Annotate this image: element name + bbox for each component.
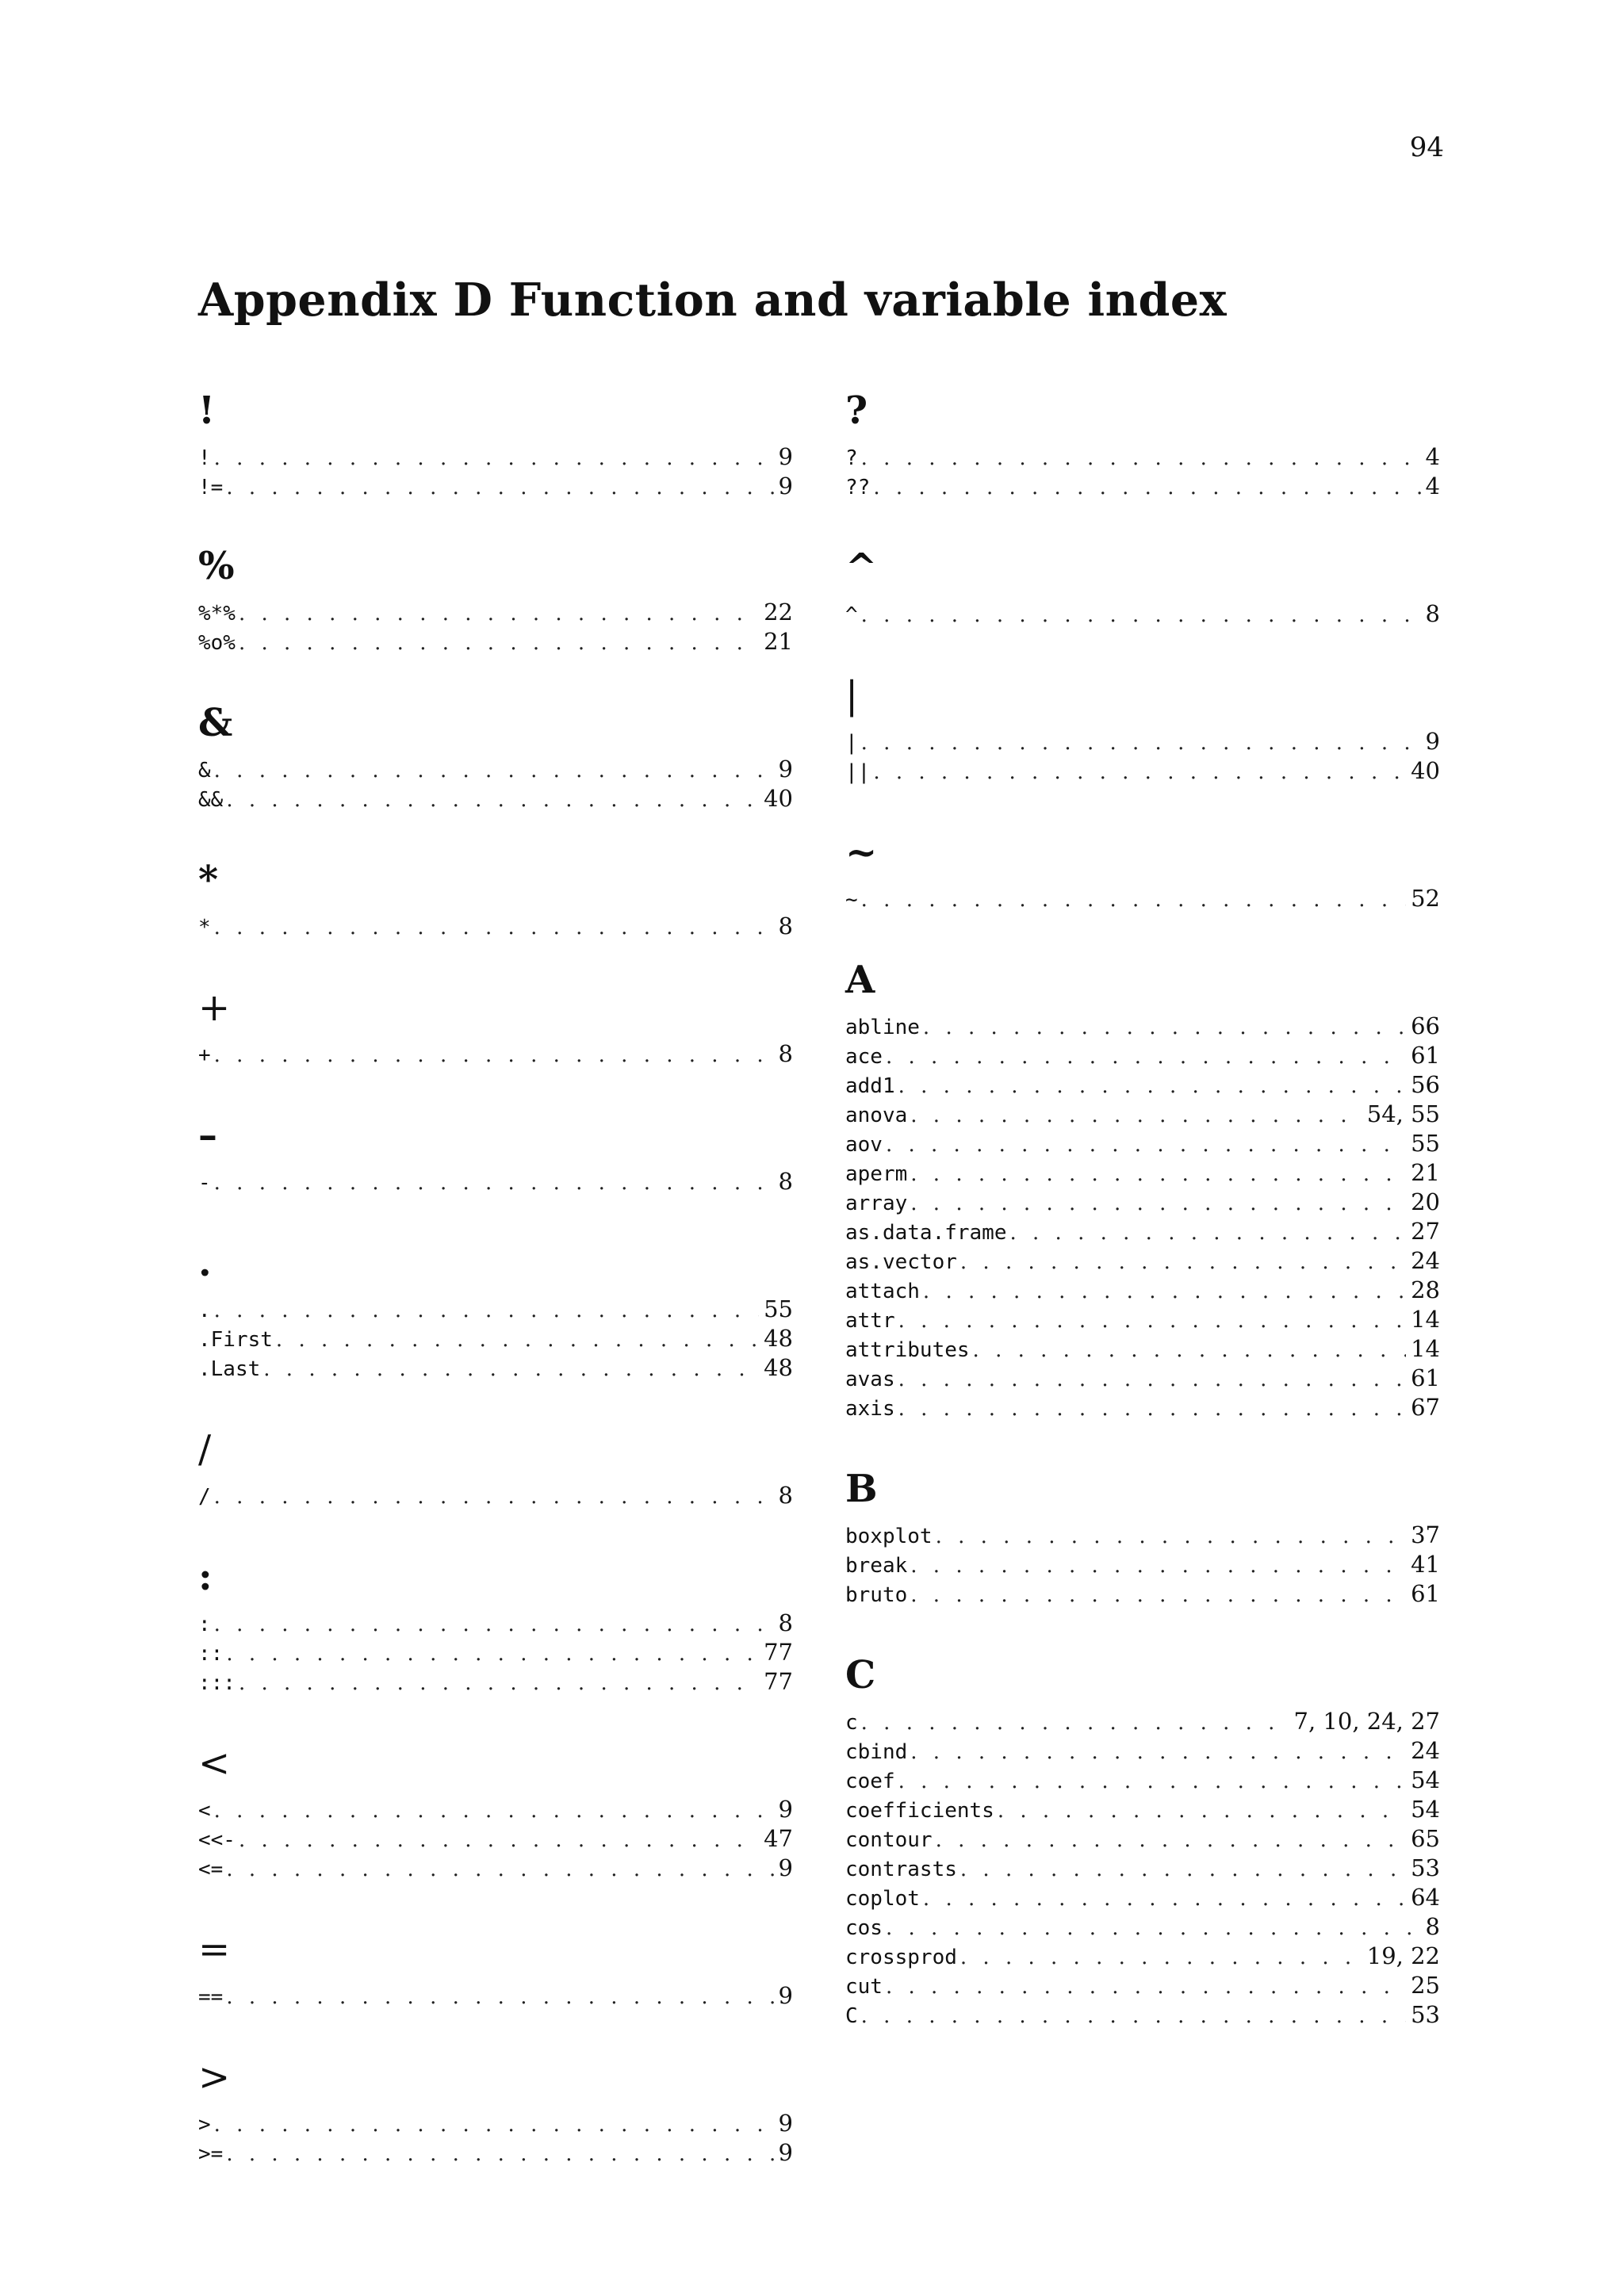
dot-leader [910,1581,1406,1610]
dot-leader [886,1043,1406,1072]
entry-term: <= [198,1858,224,1881]
dot-leader [214,1041,774,1070]
entry-term: | [845,731,858,755]
dot-leader [226,2140,773,2169]
dot-leader [886,1131,1406,1160]
dot-leader [898,1072,1406,1101]
index-entry[interactable] [845,1854,1440,1883]
dot-leader [973,1336,1407,1365]
entry-page-refs: 24 [1411,1247,1440,1274]
entry-page-refs: 9 [778,2139,793,2166]
index-entry[interactable] [198,1481,793,1510]
dot-leader [861,601,1421,630]
section-heading: B [845,1467,878,1511]
section-heading: ^ [845,545,878,590]
entry-term: .Last [198,1357,261,1381]
entry-page-refs: 4 [1425,473,1440,499]
section-heading: + [198,985,231,1030]
dot-leader [226,473,773,503]
section-heading: | [845,673,859,718]
index-entry[interactable] [198,2109,793,2138]
entry-page-refs: 52 [1411,885,1440,912]
index-section [198,541,793,656]
entry-term: :: [198,1642,224,1666]
dot-leader [276,1326,759,1355]
index-entry[interactable] [845,1217,1440,1246]
entry-term: && [198,788,224,812]
dot-leader [923,1885,1406,1914]
dot-leader [960,1855,1406,1885]
dot-leader [873,758,1406,787]
section-heading: . [198,1241,212,1285]
entry-page-refs: 64 [1411,1884,1440,1911]
entry-page-refs: 61 [1411,1364,1440,1391]
entry-page-refs: 14 [1411,1306,1440,1333]
index-entry[interactable] [845,1305,1440,1334]
entry-term: . [198,1299,211,1322]
dot-leader [861,729,1421,758]
dot-leader [923,1277,1406,1307]
entry-page-refs: 61 [1411,1042,1440,1069]
index-section [198,2052,793,2168]
dot-leader [898,1307,1406,1336]
section-heading: ! [198,388,216,433]
index-entry[interactable] [198,1981,793,2011]
entry-term: bruto [845,1583,908,1607]
dot-leader [936,1826,1407,1855]
entry-page-refs: 9 [778,1982,793,2009]
dot-leader [214,1610,774,1640]
index-entry[interactable] [845,1041,1440,1070]
entry-page-refs: 48 [764,1325,793,1352]
dot-leader [226,786,759,815]
index-section [845,385,1440,501]
entry-term: >= [198,2142,224,2166]
entry-page-refs: 9 [778,1854,793,1881]
entry-term: add1 [845,1074,895,1098]
dot-leader [214,756,774,786]
index-entry[interactable] [845,1707,1440,1736]
dot-leader [861,886,1406,915]
index-entry[interactable] [198,1609,793,1638]
entry-page-refs: 55 [764,1295,793,1322]
index-entry[interactable] [845,1824,1440,1854]
entry-page-refs: 14 [1411,1335,1440,1362]
entry-term: / [198,1485,211,1509]
entry-page-refs: 40 [764,785,793,812]
index-entry[interactable] [198,1295,793,1324]
section-heading: – [198,1113,217,1158]
entry-term: break [845,1554,908,1578]
entry-page-refs: 19, 22 [1366,1942,1440,1969]
entry-term: cos [845,1916,883,1940]
entry-term: ! [198,446,211,470]
entry-term: cut [845,1975,883,1999]
entry-term: || [845,760,871,784]
entry-page-refs: 9 [778,443,793,470]
index-section [845,670,1440,786]
entry-term: ace [845,1045,883,1069]
index-column-right [845,385,1440,2030]
section-heading: > [198,2055,231,2099]
index-entry[interactable] [198,1638,793,1667]
entry-term: contrasts [845,1858,957,1881]
dot-leader [214,2110,774,2140]
dot-leader [910,1738,1406,1767]
index-entry[interactable] [198,1667,793,1697]
dot-leader [214,1296,759,1326]
entry-page-refs: 8 [778,1040,793,1067]
index-entry[interactable] [845,1942,1440,1971]
section-heading: C [845,1653,876,1697]
index-entry[interactable] [198,472,793,501]
index-entry[interactable] [845,1393,1440,1422]
dot-leader [263,1355,759,1384]
entry-term: coplot [845,1887,920,1911]
section-heading: = [198,1927,231,1972]
index-section [198,385,793,501]
entry-term: %o% [198,631,236,655]
index-section [198,1424,793,1510]
entry-page-refs: 77 [764,1668,793,1695]
entry-term: ~ [845,888,858,912]
entry-term: crossprod [845,1946,957,1969]
index-section [198,982,793,1069]
dot-leader [214,1169,774,1198]
dot-leader [886,1914,1421,1943]
index-entry[interactable] [198,1353,793,1383]
index-section [198,1110,793,1196]
index-section [845,1464,1440,1609]
index-entry[interactable] [845,1158,1440,1188]
entry-term: cbind [845,1740,908,1764]
index-entry[interactable] [845,1912,1440,1942]
entry-page-refs: 20 [1411,1188,1440,1215]
index-entry[interactable] [845,727,1440,756]
index-entry[interactable] [845,1100,1440,1129]
entry-term: > [198,2113,211,2137]
index-entry[interactable] [845,1364,1440,1393]
page-number: 94 [1409,132,1444,163]
index-section [845,827,1440,913]
entry-page-refs: 61 [1411,1580,1440,1607]
dot-leader [898,1767,1406,1797]
entry-page-refs: 8 [778,1482,793,1509]
dot-leader [214,913,774,943]
index-section [198,855,793,941]
entry-page-refs: 4 [1425,443,1440,470]
index-entry[interactable] [845,1883,1440,1912]
index-entry[interactable] [845,1766,1440,1795]
section-heading: ? [845,388,868,433]
entry-term: : [198,1613,211,1636]
entry-term: as.vector [845,1250,957,1274]
entry-term: axis [845,1397,895,1421]
index-entry[interactable] [845,1550,1440,1579]
dot-leader [239,1669,759,1698]
entry-page-refs: 9 [778,1796,793,1823]
index-entry[interactable] [845,1070,1440,1100]
entry-page-refs: 37 [1411,1521,1440,1548]
section-heading: % [198,544,235,588]
entry-term: coefficients [845,1799,994,1823]
index-entry[interactable] [845,1246,1440,1276]
entry-page-refs: 47 [764,1825,793,1852]
section-heading: ~ [845,830,878,874]
entry-page-refs: 67 [1411,1394,1440,1421]
dot-leader [910,1101,1362,1131]
index-section [198,698,793,813]
entry-term: boxplot [845,1525,933,1548]
index-entry[interactable] [845,1521,1440,1550]
entry-page-refs: 8 [778,913,793,939]
dot-leader [998,1797,1406,1826]
entry-page-refs: 21 [1411,1159,1440,1186]
entry-term: as.data.frame [845,1221,1007,1245]
entry-page-refs: 54 [1411,1796,1440,1823]
dot-leader [886,1973,1406,2002]
page-title: Appendix D Function and variable index [198,274,1228,327]
entry-page-refs: 53 [1411,2001,1440,2028]
dot-leader [226,1640,759,1669]
dot-leader [239,599,759,629]
entry-page-refs: 65 [1411,1825,1440,1852]
index-entry[interactable] [198,1824,793,1854]
index-entry[interactable] [198,1854,793,1883]
section-heading: & [198,701,233,745]
index-entry[interactable] [198,2138,793,2168]
index-section [845,955,1440,1422]
dot-leader [960,1943,1362,1973]
section-heading: : [198,1555,213,1599]
entry-term: coef [845,1770,895,1793]
entry-term: array [845,1192,908,1215]
entry-page-refs: 9 [778,473,793,499]
dot-leader [1010,1219,1407,1248]
index-entry[interactable] [198,1039,793,1069]
entry-page-refs: 8 [778,1609,793,1636]
dot-leader [226,1855,773,1885]
section-heading: * [198,858,219,902]
entry-page-refs: 24 [1411,1737,1440,1764]
dot-leader [898,1395,1406,1424]
index-entry[interactable] [198,784,793,813]
index-entry[interactable] [845,1334,1440,1364]
index-entry[interactable] [198,1167,793,1196]
entry-page-refs: 54 [1411,1766,1440,1793]
index-entry[interactable] [845,1276,1440,1305]
index-entry[interactable] [845,1579,1440,1609]
entry-term: attributes [845,1338,970,1362]
entry-term: == [198,1985,224,2009]
entry-page-refs: 9 [1425,728,1440,755]
index-column-left [198,385,793,2168]
dot-leader [861,2002,1406,2031]
dot-leader [239,629,759,658]
entry-page-refs: 48 [764,1354,793,1381]
index-entry[interactable] [845,884,1440,913]
index-entry[interactable] [198,1324,793,1353]
index-section [845,542,1440,629]
dot-leader [239,1826,759,1855]
entry-term: .First [198,1328,273,1352]
entry-page-refs: 22 [764,599,793,626]
index-entry[interactable] [845,1129,1440,1158]
dot-leader [898,1365,1406,1395]
dot-leader [226,1983,773,2012]
entry-term: - [198,1171,211,1195]
dot-leader [214,1483,774,1512]
entry-term: <<- [198,1828,236,1852]
index-section [198,1552,793,1697]
dot-leader [910,1160,1406,1189]
entry-page-refs: 28 [1411,1276,1440,1303]
entry-page-refs: 8 [1425,600,1440,627]
entry-page-refs: 27 [1411,1218,1440,1245]
index-entry[interactable] [198,442,793,472]
entry-term: * [198,916,211,939]
index-section [198,1738,793,1883]
entry-page-refs: 8 [778,1168,793,1195]
index-entry[interactable] [198,912,793,941]
entry-page-refs: 56 [1411,1071,1440,1098]
entry-page-refs: 77 [764,1639,793,1666]
entry-term: c [845,1711,858,1735]
dot-leader [873,473,1420,503]
index-entry[interactable] [845,1795,1440,1824]
dot-leader [861,1709,1289,1738]
dot-leader [214,1797,774,1826]
index-entry[interactable] [198,598,793,627]
entry-term: ::: [198,1671,236,1695]
index-entry[interactable] [845,442,1440,472]
entry-term: anova [845,1104,908,1127]
entry-term: & [198,759,211,783]
entry-page-refs: 21 [764,628,793,655]
entry-term: ?? [845,476,871,499]
index-entry[interactable] [845,1188,1440,1217]
dot-leader [936,1522,1407,1552]
section-heading: / [198,1427,212,1471]
section-heading: < [198,1741,231,1785]
entry-term: + [198,1043,211,1067]
entry-term: %*% [198,602,236,626]
entry-term: ? [845,446,858,470]
entry-page-refs: 53 [1411,1854,1440,1881]
entry-page-refs: 9 [778,2110,793,2137]
index-entry[interactable] [198,627,793,656]
entry-term: attr [845,1309,895,1333]
entry-term: contour [845,1828,933,1852]
dot-leader [910,1189,1406,1219]
entry-term: abline [845,1016,920,1039]
entry-page-refs: 66 [1411,1012,1440,1039]
entry-page-refs: 41 [1411,1551,1440,1578]
entry-page-refs: 8 [1425,1913,1440,1940]
entry-term: < [198,1799,211,1823]
entry-term: ^ [845,603,858,627]
entry-term: C [845,2004,858,2028]
entry-term: aperm [845,1162,908,1186]
entry-page-refs: 7, 10, 24, 27 [1293,1708,1440,1735]
dot-leader [910,1552,1406,1581]
index-entry[interactable] [845,2000,1440,2030]
entry-page-refs: 25 [1411,1972,1440,1999]
section-heading: A [845,958,875,1002]
dot-leader [861,444,1421,473]
dot-leader [923,1013,1406,1043]
dot-leader [960,1248,1406,1277]
index-entry[interactable] [845,472,1440,501]
entry-page-refs: 40 [1411,757,1440,784]
index-section [198,1238,793,1383]
index-entry[interactable] [198,1795,793,1824]
entry-term: != [198,476,224,499]
index-entry[interactable] [845,756,1440,786]
entry-page-refs: 55 [1411,1130,1440,1157]
dot-leader [214,444,774,473]
index-entry[interactable] [845,1971,1440,2000]
index-entry[interactable] [198,755,793,784]
index-section [845,1650,1440,2030]
entry-page-refs: 9 [778,756,793,783]
index-entry[interactable] [845,1736,1440,1766]
entry-page-refs: 54, 55 [1366,1100,1440,1127]
entry-term: attach [845,1280,920,1303]
entry-term: avas [845,1368,895,1391]
index-entry[interactable] [845,1012,1440,1041]
index-entry[interactable] [845,599,1440,629]
index-section [198,1924,793,2011]
entry-term: aov [845,1133,883,1157]
